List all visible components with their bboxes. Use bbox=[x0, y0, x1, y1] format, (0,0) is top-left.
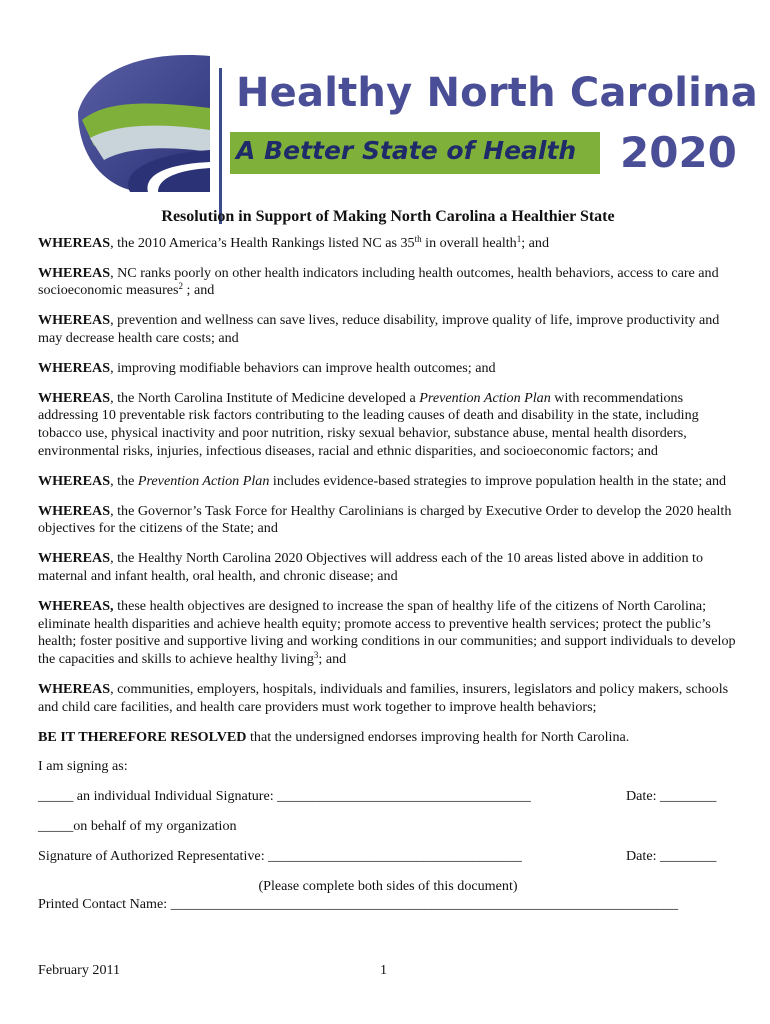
organization-option-row bbox=[38, 818, 738, 836]
page-number: 1 bbox=[380, 962, 388, 978]
organization-option-field[interactable]: _____on behalf of my organization bbox=[38, 818, 237, 835]
logo-title: Healthy North Carolina bbox=[236, 70, 758, 116]
authorized-signature-field[interactable]: Signature of Authorized Representative: ____________________________________ bbox=[38, 848, 522, 865]
individual-date-field[interactable]: Date: ________ bbox=[626, 788, 717, 805]
logo-tagline: A Better State of Health bbox=[236, 136, 577, 165]
whereas-paragraph-1: WHEREAS, the 2010 America’s Health Rankings listed NC as 35th in overall health$^1$; and bbox=[38, 233, 550, 251]
printed-contact-name-row bbox=[38, 896, 738, 914]
whereas-paragraph-8: WHEREAS, the Healthy North Carolina 2020 Objectives will address each of the 10 areas listed above in addition to maternal and infant health, oral health, and chronic disease; and bbox=[38, 550, 704, 584]
whereas-paragraph-3: WHEREAS, prevention and wellness can save lives, reduce disability, improve quality of life, improve productivity and may decrease health care costs; and bbox=[38, 312, 720, 346]
footer-date: February 2011 bbox=[38, 962, 121, 978]
logo-swoosh-graphic bbox=[60, 42, 220, 192]
resolution-document bbox=[38, 208, 738, 926]
whereas-paragraph-7: WHEREAS, the Governor’s Task Force for Healthy Carolinians is charged by Executive Order to develop the 2020 health objectives for the citizens of the State; and bbox=[38, 502, 732, 537]
whereas-paragraph-9: WHEREAS, these health objectives are designed to increase the span of healthy life of the citizens of North Carolina; eliminate health disparities and achieve health equity; promote access to preventive health services; protect the public’s health; foster positive and supportive living and working conditions in our communities; and support individuals to develop the capacities and skills to achieve healthy living$^3$; and bbox=[38, 597, 736, 668]
resolved-paragraph: BE IT THEREFORE RESOLVED that the undersigned endorses improving health for North Carolina. bbox=[38, 728, 630, 745]
authorized-signature-row bbox=[38, 848, 738, 866]
whereas-paragraph-6: WHEREAS, the Prevention Action Plan includes evidence-based strategies to improve population health in the state; and bbox=[38, 472, 727, 489]
document-title: Resolution in Support of Making North Carolina a Healthier State bbox=[161, 208, 615, 225]
page-footer bbox=[38, 962, 738, 979]
individual-signature-field[interactable]: _____ an individual Individual Signature: ____________________________________ bbox=[38, 788, 531, 805]
individual-signature-row bbox=[38, 788, 738, 806]
whereas-paragraph-4: WHEREAS, improving modifiable behaviors can improve health outcomes; and bbox=[38, 359, 496, 376]
complete-both-sides-note: (Please complete both sides of this document) bbox=[258, 878, 518, 895]
whereas-paragraph-2: WHEREAS, NC ranks poorly on other health indicators including health outcomes, health behaviors, access to care and socioeconomic measures$^2$ ; and bbox=[38, 264, 719, 299]
authorized-date-field[interactable]: Date: ________ bbox=[626, 848, 717, 865]
whereas-paragraph-10: WHEREAS, communities, employers, hospitals, individuals and families, insurers, legislators and policy makers, schools and child care facilities, and health care providers must work together to improve health behaviors; bbox=[38, 680, 729, 715]
printed-contact-name-field[interactable]: Printed Contact Name: ________________________________________________________________________ bbox=[38, 895, 679, 912]
logo-year: 2020 bbox=[620, 128, 737, 177]
logo-divider bbox=[219, 68, 222, 224]
logo bbox=[60, 42, 758, 192]
whereas-paragraph-5: WHEREAS, the North Carolina Institute of Medicine developed a Prevention Action Plan with recommendations addressing 10 preventable risk factors contributing to the leading causes of death and disability in the state, including tobacco use, physical inactivity and poor nutrition, risky sexual behavior, substance abuse, mental health disorders, environmental risks, injuries, infectious diseases, racial and ethnic disparities, and socioeconomic factors; and bbox=[38, 389, 699, 459]
signing-as-label: I am signing as: bbox=[38, 758, 128, 775]
